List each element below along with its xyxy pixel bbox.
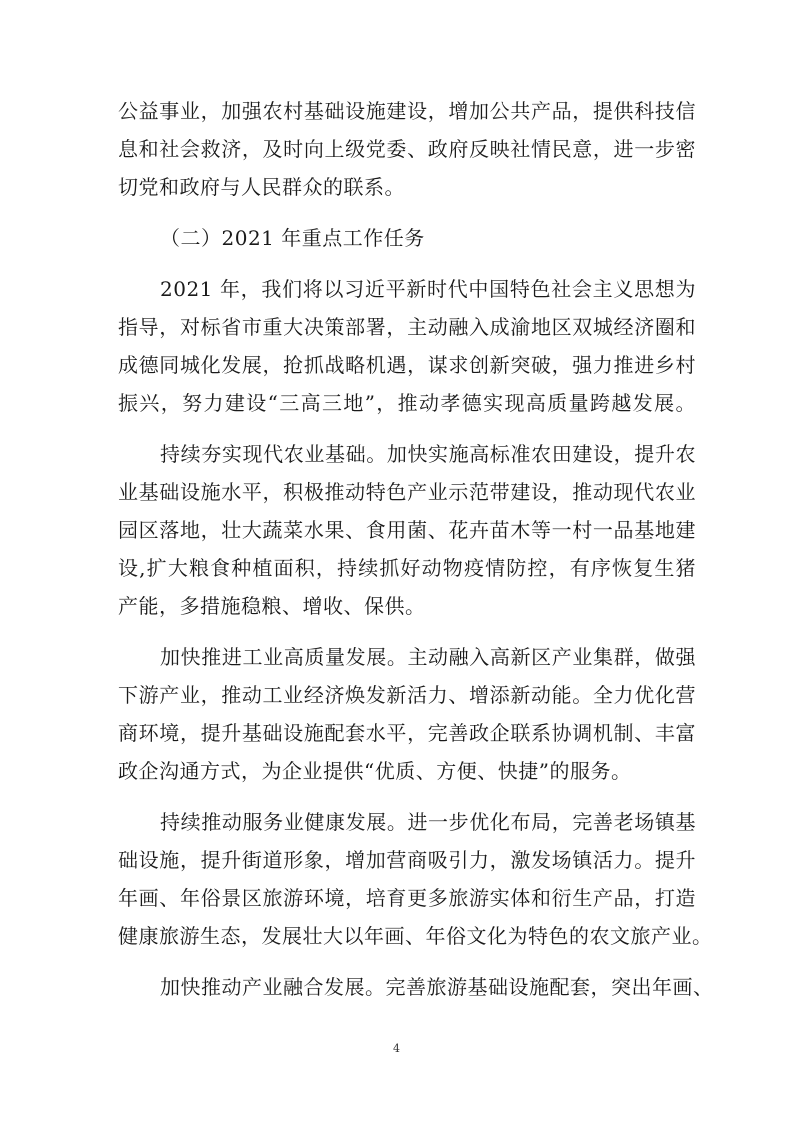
text-line: 指导，对标省市重大决策部署，主动融入成渝地区双城经济圈和 (118, 315, 696, 339)
text-line: 2021 年，我们将以习近平新时代中国特色社会主义思想为 (160, 277, 696, 301)
text-line: 切党和政府与人民群众的联系。 (118, 175, 405, 199)
page-number: 4 (393, 1042, 400, 1055)
text-line: 年画、年俗景区旅游环境，培育更多旅游实体和衍生产品，打造 (118, 886, 696, 910)
text-line: 加快推动产业融合发展。完善旅游基础设施配套，突出年画、 (160, 975, 714, 999)
text-line: 商环境，提升基础设施配套水平，完善政企联系协调机制、丰富 (118, 721, 696, 745)
spacer (118, 955, 696, 968)
paragraph-integration (118, 968, 714, 1006)
text-line: 政企沟通方式，为企业提供“优质、方便、快捷”的服务。 (118, 759, 632, 783)
text-line: 息和社会救济，及时向上级党委、政府反映社情民意，进一步密 (118, 137, 696, 161)
text-line: 持续推动服务业健康发展。进一步优化布局，完善老场镇基 (160, 810, 696, 834)
text-line: 公益事业，加强农村基础设施建设，增加公共产品，提供科技信 (118, 99, 696, 123)
text-line: 成德同城化发展，抢抓战略机遇，谋求创新突破，强力推进乡村 (118, 353, 696, 377)
text-line: 产能，多措施稳粮、增收、保供。 (118, 594, 426, 618)
paragraph-continuation (118, 92, 696, 206)
text-line: 持续夯实现代农业基础。加快实施高标准农田建设，提升农 (160, 442, 696, 466)
paragraph-intro (118, 270, 696, 422)
text-line: 加快推进工业高质量发展。主动融入高新区产业集群，做强 (160, 645, 696, 669)
paragraph-industry (118, 638, 696, 790)
text-line: 园区落地，壮大蔬菜水果、食用菌、花卉苗木等一村一品基地建 (118, 518, 696, 542)
text-line: 设,扩大粮食种植面积，持续抓好动物疫情防控，有序恢复生猪 (118, 556, 696, 580)
paragraph-services (118, 803, 713, 955)
spacer (118, 790, 696, 803)
spacer (118, 422, 696, 435)
section-heading: （二）2021 年重点工作任务 (160, 226, 425, 250)
spacer (118, 625, 696, 638)
text-line: 振兴，努力建设“三高三地”，推动孝德实现高质量跨越发展。 (118, 391, 696, 415)
text-line: 健康旅游生态，发展壮大以年画、年俗文化为特色的农文旅产业。 (118, 924, 713, 948)
paragraph-agriculture (118, 435, 696, 625)
text-line: 下游产业，推动工业经济焕发新活力、增添新动能。全力优化营 (118, 683, 696, 707)
text-line: 业基础设施水平，积极推动特色产业示范带建设，推动现代农业 (118, 480, 696, 504)
spacer (118, 257, 696, 270)
text-line: 础设施，提升街道形象，增加营商吸引力，激发场镇活力。提升 (118, 848, 696, 872)
spacer (118, 206, 696, 219)
document-body (118, 92, 714, 1006)
